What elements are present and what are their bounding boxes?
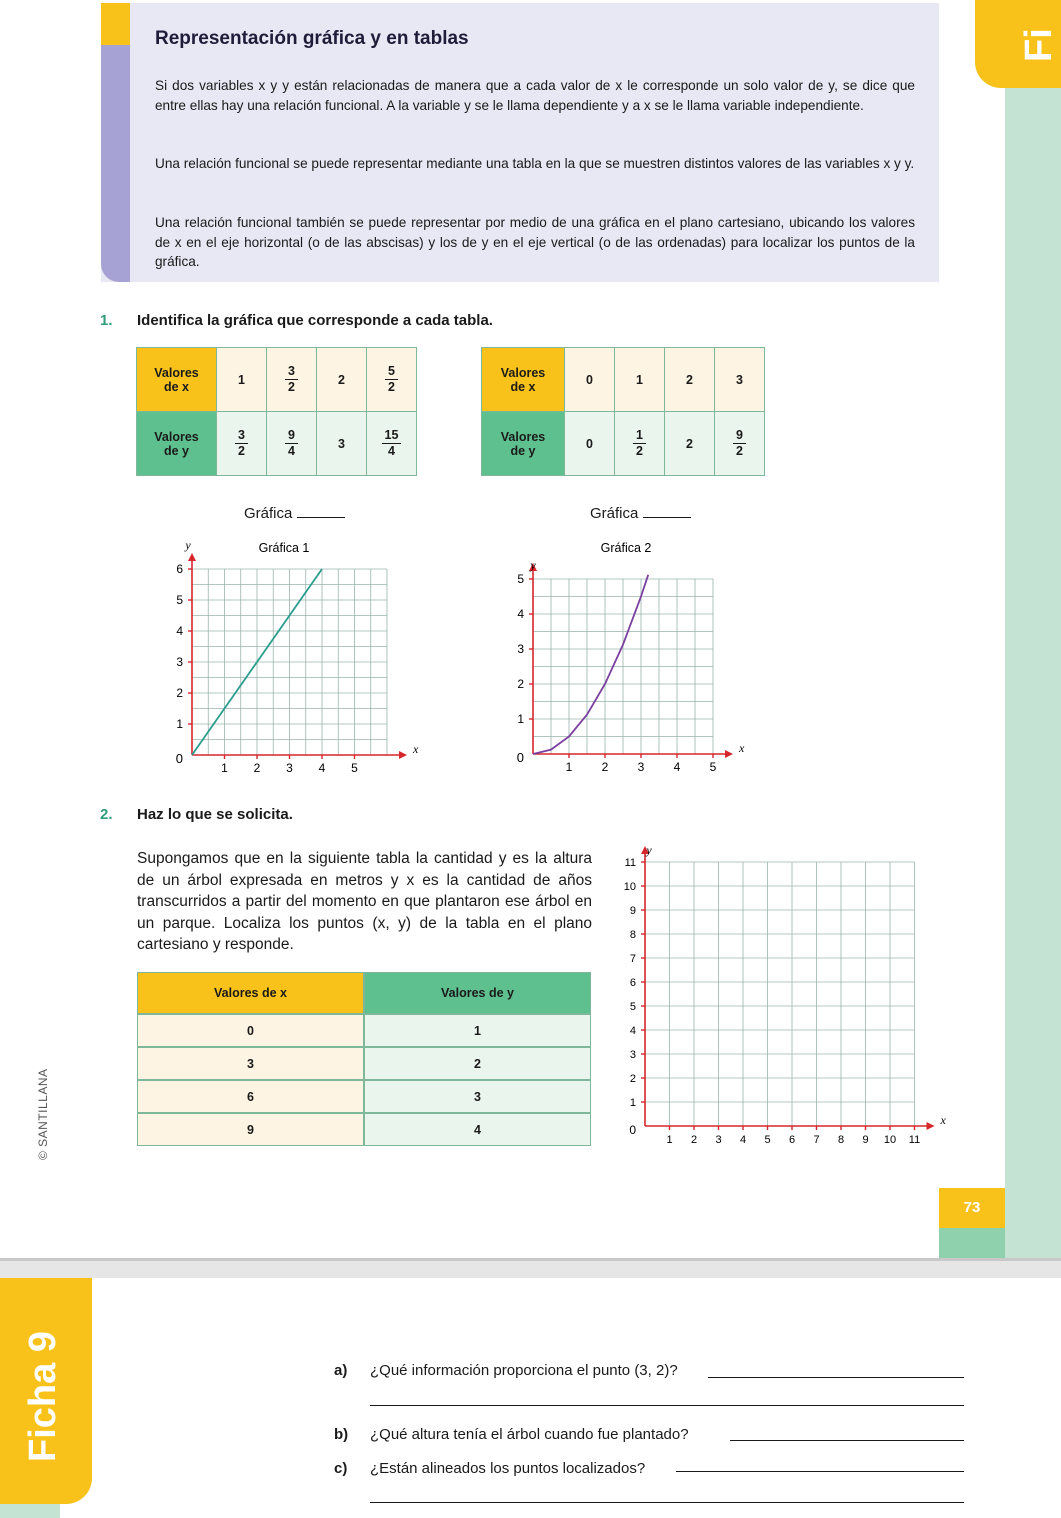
value: 2	[338, 372, 345, 387]
page-number: 73	[939, 1188, 1005, 1228]
y-tick-label: 1	[629, 1097, 636, 1109]
x-tick-label: 8	[837, 1134, 845, 1146]
y-axis-arrow	[188, 553, 196, 561]
y-tick-label: 3	[176, 655, 183, 669]
table-a-x-header-l2: de x	[163, 379, 189, 394]
table-b-y-cell	[665, 412, 715, 476]
table-arbol-header-y: Valores de y	[364, 972, 591, 1014]
info-paragraph-3: Una relación funcional también se puede representar por medio de una gráfica en el plano cartesiano, ubicando los valores de x en el eje horizontal (o de las abscisas) y los de y en el eje vertical (o de las ordenadas) para localizar los puntos de la gráfica.	[155, 215, 915, 269]
y-tick-label: 3	[629, 1049, 636, 1061]
answer-grafica-b-label: Gráfica	[590, 505, 639, 522]
table-a-x-cell	[267, 348, 317, 412]
table-a-y-header-l1: Valores	[154, 429, 199, 444]
y-tick-label: 4	[517, 607, 524, 621]
question-1-text: Identifica la gráfica que corresponde a cada tabla.	[137, 312, 493, 329]
table-arbol-cell-y: 2	[364, 1047, 591, 1080]
chart-title: Gráfica 1	[258, 541, 310, 555]
question-2-paragraph: Supongamos que en la siguiente tabla la cantidad y es la altura de un árbol expresada en metros y x es la cantidad de años transcurridos a partir del momento en que plantaron ese árbol en un parque. Localiza los puntos (x, y) de la tabla en el plano cartesiano y responde.	[137, 850, 592, 953]
y-tick-label: 5	[176, 593, 183, 607]
x-tick-label: 4	[318, 761, 326, 775]
info-title: Representación gráfica y en tablas	[155, 28, 469, 49]
table-a-y-header-l2: de y	[163, 443, 189, 458]
value: 0	[586, 436, 593, 451]
x-tick-label: 9	[862, 1134, 869, 1146]
table-arbol-cell-y: 3	[364, 1080, 591, 1113]
table-b-x-header-l2: de x	[510, 379, 536, 394]
value: 3	[338, 436, 345, 451]
y-tick-label: 9	[629, 905, 636, 917]
x-tick-label: 10	[883, 1134, 897, 1146]
table-a-x-cell	[367, 348, 417, 412]
table-a-y-cell	[267, 412, 317, 476]
x-tick-label: 5	[764, 1134, 771, 1146]
table-a	[136, 347, 417, 476]
table-arbol	[137, 972, 591, 1146]
y-tick-label: 2	[176, 686, 183, 700]
table-b-y-cell	[615, 412, 665, 476]
subquestion-a-letter: a)	[334, 1362, 348, 1379]
y-tick-label: 10	[623, 881, 636, 893]
y-tick-label: 5	[629, 1001, 636, 1013]
value: 2	[686, 372, 693, 387]
answer-line-a2[interactable]	[370, 1405, 964, 1406]
y-axis-label: y	[185, 538, 191, 552]
table-b-y-header-l2: de y	[510, 443, 536, 458]
value: 2	[686, 436, 693, 451]
table-a-x-cell	[317, 348, 367, 412]
value: 3	[736, 372, 743, 387]
y-tick-label: 4	[176, 624, 183, 638]
x-tick-label: 2	[601, 760, 609, 774]
subquestion-b-letter: b)	[334, 1426, 349, 1443]
table-arbol-cell-y: 1	[364, 1014, 591, 1047]
y-axis-label: y	[530, 558, 536, 572]
question-2-text: Haz lo que se solicita.	[137, 806, 293, 823]
x-tick-label: 4	[739, 1134, 747, 1146]
table-a-x-header-l1: Valores	[154, 365, 199, 380]
value: 1	[636, 372, 643, 387]
table-a-y-header	[137, 412, 217, 476]
table-arbol-cell-y: 4	[364, 1113, 591, 1146]
answer-blank-a[interactable]	[297, 506, 345, 518]
x-tick-label: 7	[813, 1134, 820, 1146]
answer-line-c1[interactable]	[676, 1471, 964, 1472]
y-tick-label: 4	[629, 1025, 636, 1037]
y-tick-label: 8	[629, 929, 636, 941]
right-margin-strip	[1005, 0, 1061, 1258]
question-1-number: 1.	[100, 312, 113, 329]
fraction: $\frac{9}{2}$	[733, 428, 746, 459]
x-tick-label: 3	[715, 1134, 722, 1146]
info-box-side-bar-accent	[101, 3, 130, 45]
y-tick-label: 2	[629, 1073, 636, 1085]
value: 0	[586, 372, 593, 387]
table-arbol-cell-x: 3	[137, 1047, 364, 1080]
answer-line-c2[interactable]	[370, 1502, 964, 1503]
info-paragraph-1: Si dos variables x y y están relacionadas de manera que a cada valor de x le corresponde un solo valor de y, se dice que entre ellas hay una relación funcional. A la variable y se le llama dependiente y a x se le llama variable independiente.	[155, 78, 915, 113]
x-axis-arrow	[725, 750, 733, 758]
y-tick-label: 1	[517, 712, 524, 726]
fraction: $\frac{9}{4}$	[285, 428, 298, 459]
origin-label: 0	[516, 750, 524, 765]
info-paragraph-2: Una relación funcional se puede representar mediante una tabla en la que se muestren distintos valores de las variables x y y.	[155, 156, 915, 171]
x-tick-label: 6	[788, 1134, 796, 1146]
table-b-x-cell	[715, 348, 765, 412]
x-tick-label: 1	[666, 1134, 673, 1146]
page-separator	[0, 1258, 1061, 1278]
chapter-tab-top-label: Fi	[1018, 28, 1060, 62]
x-tick-label: 2	[253, 761, 261, 775]
series-line	[533, 575, 648, 754]
subquestion-c-text: ¿Están alineados los puntos localizados?	[370, 1460, 646, 1477]
x-tick-label: 1	[221, 761, 228, 775]
y-tick-label: 3	[517, 642, 524, 656]
table-b-y-cell	[715, 412, 765, 476]
question-2-number: 2.	[100, 806, 113, 823]
value: 1	[238, 372, 245, 387]
table-arbol-cell-x: 6	[137, 1080, 364, 1113]
y-tick-label: 6	[629, 977, 636, 989]
table-b	[481, 347, 765, 476]
x-tick-label: 5	[351, 761, 358, 775]
x-tick-label: 3	[637, 760, 645, 774]
y-tick-label: 2	[517, 677, 524, 691]
chart-plano-cartesiano[interactable]	[615, 838, 946, 1150]
chart-grafica-1	[160, 535, 419, 780]
x-tick-label: 4	[673, 760, 681, 774]
answer-blank-b[interactable]	[643, 506, 691, 518]
answer-grafica-a	[244, 505, 345, 522]
table-a-x-cell	[217, 348, 267, 412]
left-margin-strip	[0, 1504, 60, 1518]
x-tick-label: 11	[908, 1134, 921, 1146]
page-number-accent	[939, 1228, 1005, 1258]
y-tick-label: 6	[176, 562, 183, 576]
fraction: $\frac{5}{2}$	[385, 364, 398, 395]
table-b-x-cell	[665, 348, 715, 412]
table-b-x-header	[482, 348, 565, 412]
x-axis-arrow	[927, 1122, 935, 1130]
chapter-tab-bottom-label: Ficha 9	[22, 1331, 64, 1462]
x-axis-label: x	[739, 741, 745, 755]
y-tick-label: 5	[517, 572, 524, 586]
table-a-y-cell	[317, 412, 367, 476]
answer-grafica-b	[590, 505, 691, 522]
fraction: $\frac{15}{4}$	[382, 428, 402, 459]
x-tick-label: 1	[565, 760, 573, 774]
y-tick-label: 7	[629, 953, 636, 965]
table-a-x-header	[137, 348, 217, 412]
fraction: $\frac{1}{2}$	[633, 428, 646, 459]
subquestion-c-letter: c)	[334, 1460, 348, 1477]
x-axis-label: x	[413, 742, 419, 756]
origin-label: 0	[175, 751, 183, 766]
x-axis-label: x	[940, 1113, 946, 1127]
fraction: $\frac{3}{2}$	[285, 364, 298, 395]
subquestion-a-text: ¿Qué información proporciona el punto (3, 2)?	[370, 1362, 678, 1379]
x-tick-label: 2	[690, 1134, 698, 1146]
table-b-y-header-l1: Valores	[500, 429, 546, 444]
x-tick-label: 3	[286, 761, 293, 775]
table-arbol-header-x: Valores de x	[137, 972, 364, 1014]
table-b-y-cell	[565, 412, 615, 476]
table-a-y-cell	[217, 412, 267, 476]
copyright: © SANTILLANA	[36, 1068, 50, 1160]
table-arbol-cell-x: 9	[137, 1113, 364, 1146]
table-b-x-cell	[565, 348, 615, 412]
fraction: $\frac{3}{2}$	[235, 428, 248, 459]
answer-line-b[interactable]	[730, 1440, 964, 1441]
answer-line-a1[interactable]	[708, 1377, 964, 1378]
y-tick-label: 1	[176, 717, 183, 731]
chart-grafica-2	[500, 535, 750, 780]
table-a-y-cell	[367, 412, 417, 476]
table-b-x-header-l1: Valores	[500, 365, 546, 380]
answer-grafica-a-label: Gráfica	[244, 505, 293, 522]
x-tick-label: 5	[709, 760, 717, 774]
table-b-x-cell	[615, 348, 665, 412]
y-tick-label: 11	[624, 857, 636, 869]
table-arbol-cell-x: 0	[137, 1014, 364, 1047]
y-axis-label: y	[646, 843, 652, 857]
x-axis-arrow	[399, 751, 407, 759]
table-b-y-header	[482, 412, 565, 476]
origin-label: 0	[629, 1123, 636, 1137]
subquestion-b-text: ¿Qué altura tenía el árbol cuando fue plantado?	[370, 1426, 689, 1443]
chart-title: Gráfica 2	[600, 541, 652, 555]
